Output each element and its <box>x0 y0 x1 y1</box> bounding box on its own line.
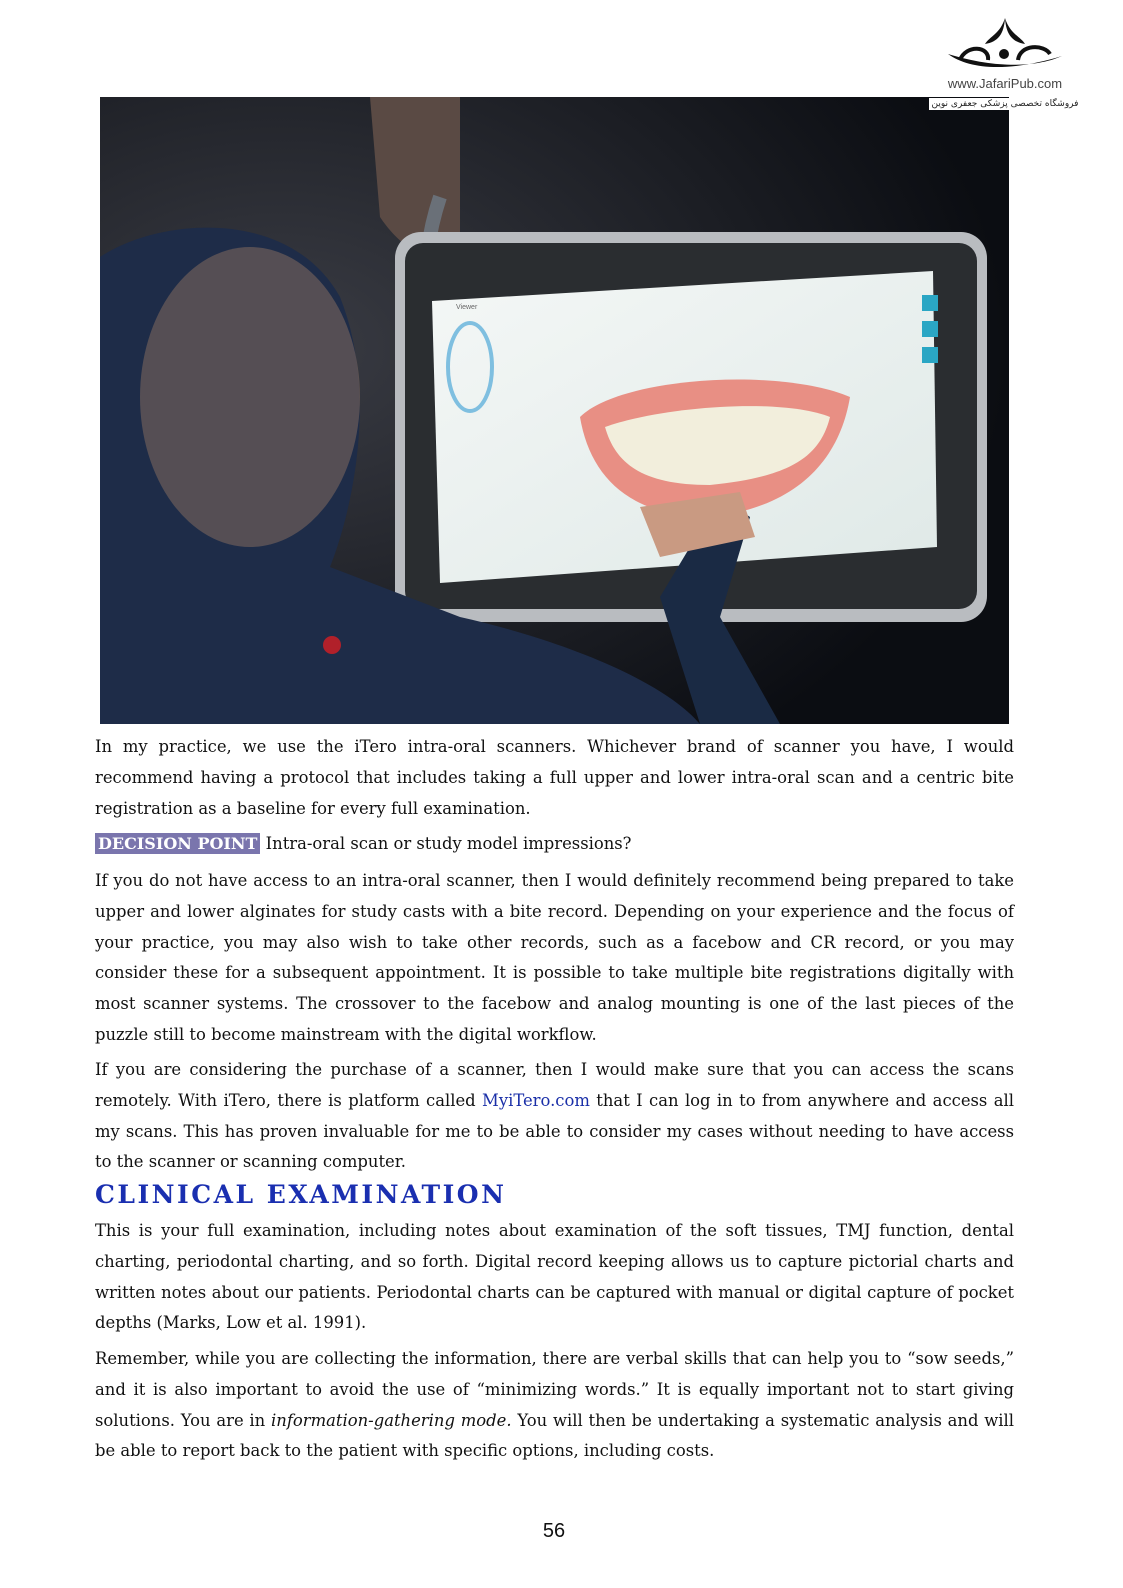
paragraph-no-scanner <box>95 866 1014 1051</box>
decision-point-text: Intra-oral scan or study model impressions? <box>260 834 632 853</box>
paragraph-itero <box>95 732 1014 824</box>
scanner-photo <box>100 97 1009 724</box>
screen-viewer-label: Viewer <box>456 304 478 311</box>
paragraph-text: If you do not have access to an intra-oral scanner, then I would definitely recommend being prepared to take upper and lower alginates for study casts with a bite record. Depending on your experience and the focus of your practice, you may also wish to take other records, such as a facebow and CR record, or you may consider these for a subsequent appointment. It is possible to take multiple bite registrations digitally with most scanner systems. The crossover to the facebow and analog mounting is one of the last pieces of the puzzle still to become mainstream with the digital workflow. <box>95 871 1014 1044</box>
page-number: 56 <box>542 1520 566 1542</box>
publisher-logo <box>920 14 1090 124</box>
paragraph-text: You will then be undertaking a systematic analysis and will be able to report back to the patient with specific options, including costs. <box>95 1410 1015 1461</box>
logo-url: www.JafariPub.com <box>947 76 1063 91</box>
paragraph-remember <box>95 1344 1014 1467</box>
paragraph-purchase <box>95 1055 1014 1178</box>
emphasis-text: information-gathering mode. <box>271 1410 512 1430</box>
paragraph-clinical <box>95 1216 1014 1339</box>
section-heading: CLINICAL EXAMINATION <box>95 1180 507 1209</box>
paragraph-text: In my practice, we use the iTero intra-oral scanners. Whichever brand of scanner you have, I would recommend having a protocol that includes taking a full upper and lower intra-oral scan and a centric bite registration as a baseline for every full examination. <box>95 737 1014 818</box>
myitero-link[interactable]: MyiTero.com <box>482 1090 590 1110</box>
paragraph-text: This is your full examination, including notes about examination of the soft tissues, TMJ function, dental charting, periodontal charting, and so forth. Digital record keeping allows us to capture pictorial charts and written notes about our patients. Periodontal charts can be captured with manual or digital capture of pocket depths (Marks, Low et al. 1991). <box>95 1221 1014 1333</box>
dentist-scanner-image <box>100 97 1009 724</box>
decision-point <box>95 829 1014 860</box>
paragraph-text: If you are considering the purchase of a scanner, then I would make sure that you can access the scans remotely. With iTero, there is platform called <box>95 1060 1014 1110</box>
logo-tagline: فروشگاه تخصصی پزشکی جعفری نوین <box>929 98 1082 110</box>
paragraph-text: that I can log in to from anywhere and access all my scans. This has proven invaluable for me to be able to consider my cases without needing to have access to the scanner or scanning computer. <box>95 1090 1014 1172</box>
calligraphy-logo-icon <box>940 14 1070 78</box>
decision-point-badge: DECISION POINT <box>95 833 260 854</box>
paragraph-text: Remember, while you are collecting the information, there are verbal skills that can help you to “sow seeds,” and it is also important to avoid the use of “minimizing words.” It is equally important not to start giving solutions. You are in <box>95 1349 1014 1430</box>
